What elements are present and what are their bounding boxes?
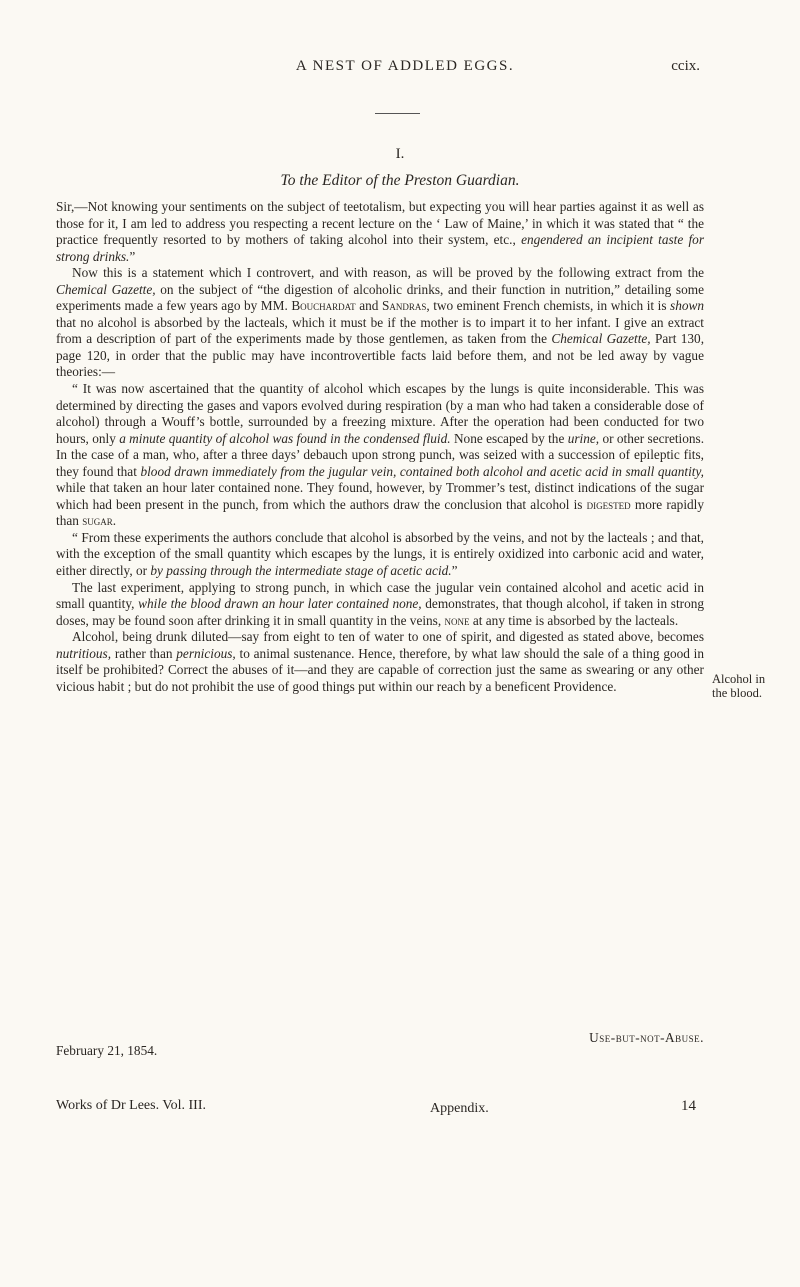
paragraph-6: Alcohol, being drunk diluted—say from eight to ten of water to one of spirit, and digested as stated above, becomes nutritious, rather than pernicious, to animal sustenance. Hence, therefore, by what law should the sale of a thing good in itself be prohibited? Correct the abuses of it—and they are capable of correction just the same as swearing or any other vicious habit ; but do not prohibit the use of good things put within our reach by a beneficent Providence. xyxy=(56,629,705,694)
paragraph-1: Sir,—Not knowing your sentiments on the subject of teetotalism, but expecting you will hear parties against it as well as those for it, I am led to address you respecting a recent lecture on the ‘ Law of Maine,’ in which it was stated that “ the practice frequently resorted to by mothers of taking alcohol into their system, etc., engendered an incipient taste for strong drinks.” xyxy=(56,199,705,264)
page-number: ccix. xyxy=(671,58,700,74)
letter-address: To the Editor of the Preston Guardian. xyxy=(280,172,520,189)
footer-series-title: Works of Dr Lees. Vol. III. xyxy=(56,1098,206,1113)
page-footer xyxy=(56,1098,696,1120)
paragraph-4: “ From these experiments the authors conclude that alcohol is absorbed by the veins, and not by the lacteals ; and that, with the exception of the small quantity which escapes by the lungs, it is entirely oxidized into carbonic acid and water, either directly, or by passing through the intermediate stage of acetic acid.” xyxy=(56,529,704,579)
paragraph-2: Now this is a statement which I controvert, and with reason, as will be proved by the following extract from the Chemical Gazette, on the subject of “the digestion of alcoholic drinks, and their function in nutrition,” detailing some experiments made a few years ago by MM. Bouchardat and Sandras, two eminent French chemists, in which it is shown that no alcohol is absorbed by the lacteals, which it must be if the mother is to impart it to her infant. I give an extract from a description of part of the experiments made by those gentlemen, as taken from the Chemical Gazette, Part 130, page 120, in order that the public may have incontrovertible facts laid before them, and not be led away by vague theories:— xyxy=(56,265,705,380)
margin-note: Alcohol in the blood. xyxy=(712,672,766,700)
paragraph-5: The last experiment, applying to strong punch, in which case the jugular vein contained alcohol and acetic acid in small quantity, while the blood drawn an hour later contained none, demonstrates, that though alcohol, if taken in strong doses, may be found soon after drinking it in small quantity in the veins, none at any time is absorbed by the lacteals. xyxy=(56,579,705,628)
section-divider xyxy=(375,113,420,114)
section-number: I. xyxy=(395,146,405,162)
footer-signature-mark: 14 xyxy=(681,1098,696,1114)
letter-date: February 21, 1854. xyxy=(56,1043,158,1058)
paragraph-3: “ It was now ascertained that the quantity of alcohol which escapes by the lungs is quite inconsiderable. This was determined by directing the gases and vapors evolved during respiration (by a man who had taken a considerable dose of alcohol) through a Wouff’s bottle, surrounded by a freezing mixture. After the operation had been conducted for two hours, only a minute quantity of alcohol was found in the condensed fluid. None escaped by the urine, or other secretions. In the case of a man, who, after a three days’ debauch upon strong punch, was seized with a succession of epileptic fits, they found that blood drawn immediately from the jugular vein, contained both alcohol and acetic acid in small quantity, while that taken an hour later contained none. They found, however, by Trommer’s test, distinct indications of the sugar which had been present in the punch, from which the authors draw the conclusion that alcohol is digested more rapidly than sugar. xyxy=(56,381,705,529)
signature: Use-but-not-Abuse. xyxy=(589,1030,704,1045)
letter-closing xyxy=(56,1030,704,1064)
letter-body xyxy=(56,199,704,695)
running-title: A NEST OF ADDLED EGGS. xyxy=(295,58,515,74)
footer-appendix-label: Appendix. xyxy=(430,1101,489,1116)
page-header xyxy=(110,58,700,80)
